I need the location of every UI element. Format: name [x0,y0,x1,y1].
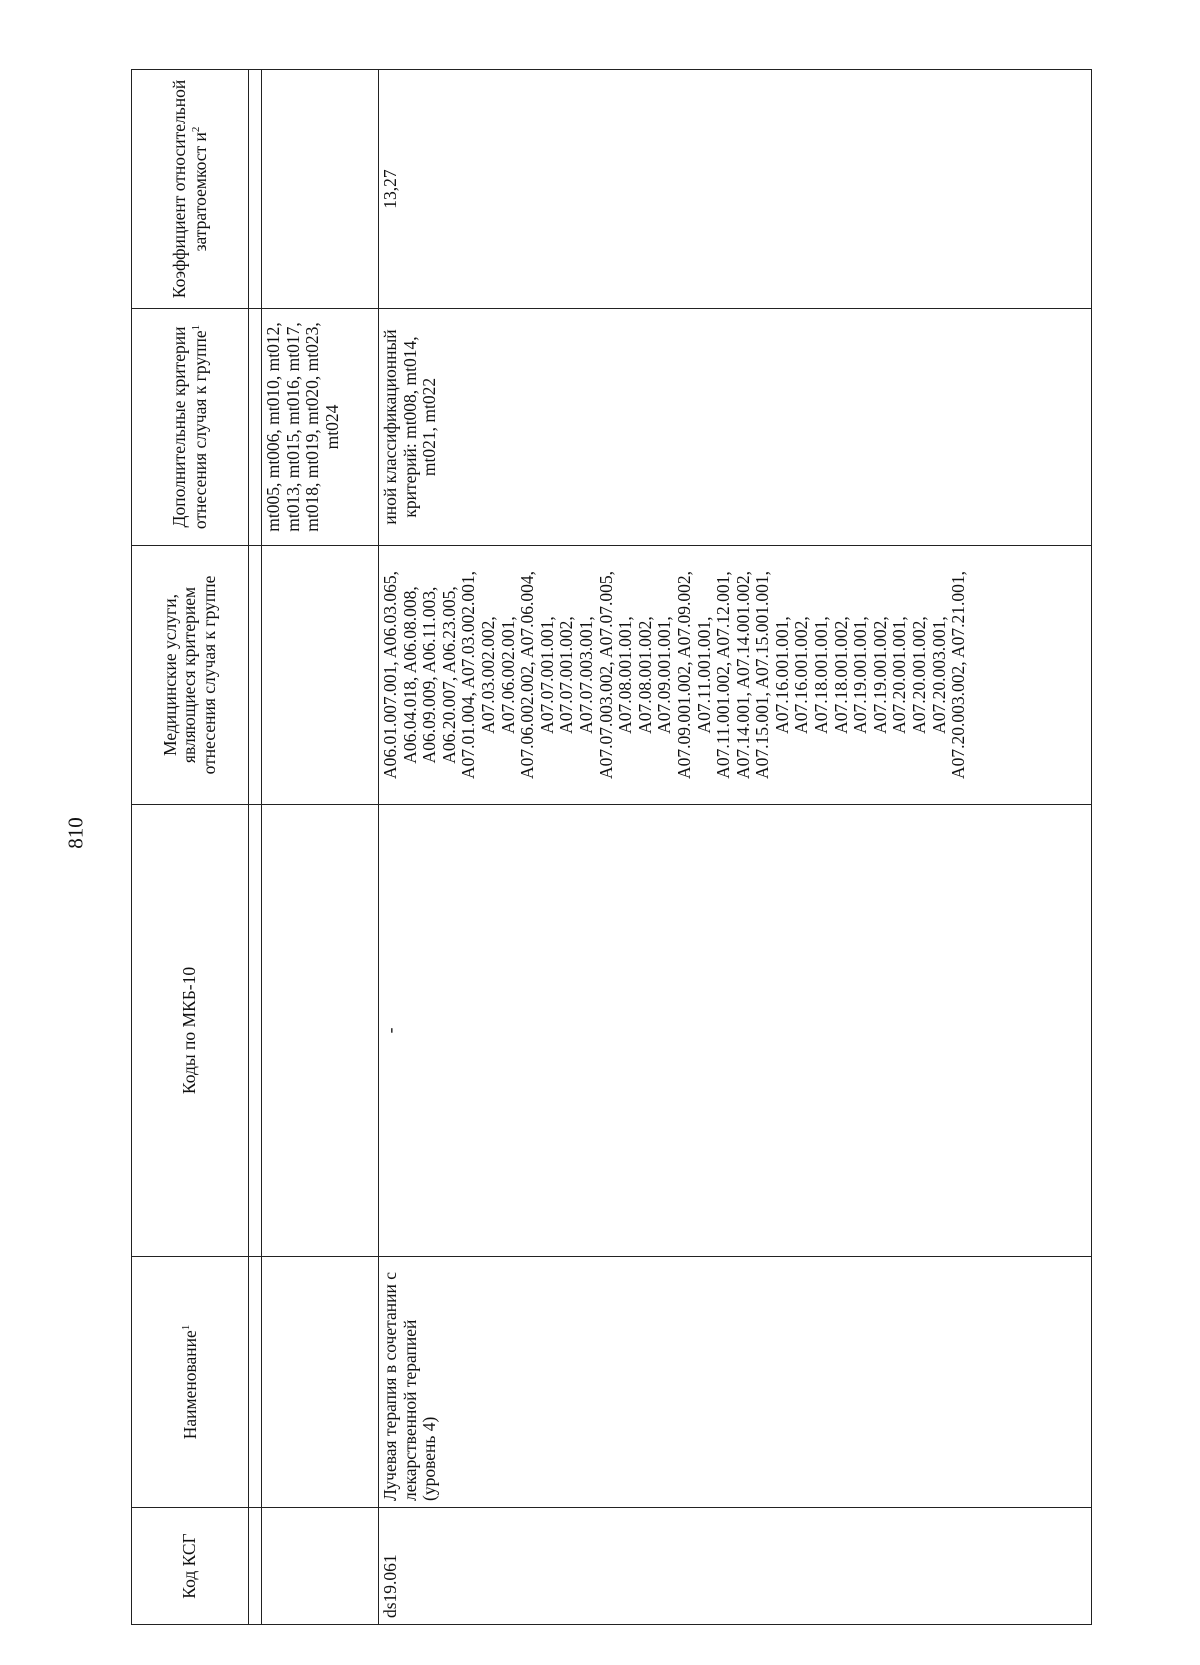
service-code-line: A07.07.001.001, [536,616,557,734]
service-code-line: A07.18.001.002, [830,616,851,734]
service-code-line: A07.16.001.002, [791,616,812,734]
service-code-line: A07.19.001.001, [850,616,871,734]
cont-criteria-cell: mt005, mt006, mt010, mt012, mt013, mt015, mt016, mt017, mt018, mt019, mt020, mt023, mt024 [262,309,379,546]
service-code-line: A07.08.001.001, [615,616,636,734]
service-code-line: A07.07.003.002, A07.07.005, [595,570,616,780]
service-code-line: A06.04.018, A06.08.008, [399,586,420,764]
header-criteria: Дополнительные критерии отнесения случая к группе$^1$ [132,309,249,546]
header-coef: Коэффициент относительной затратоемкост $и^2$ [132,70,249,309]
service-code-line: A07.03.002.002, [477,616,498,734]
header-row [132,70,249,1625]
header-code: Код КСГ [132,1508,249,1625]
service-code-line: A07.07.001.002, [556,616,577,734]
service-code-line: A07.06.002.002, A07.06.004, [517,570,538,780]
mkb-codes-cell: - [379,805,1092,1257]
service-code-line: A07.20.003.002, A07.21.001, [948,570,969,780]
header-services: Медицинские услуги, являющиеся критерием отнесения случая к группе [132,546,249,805]
services-cell [379,546,1092,805]
service-code-line: A07.14.001, A07.14.001.002, [732,570,753,780]
table-row [379,70,1092,1625]
service-code-line: A06.09.009, A06.11.003, [419,586,440,764]
cont-coef-cell [262,70,379,309]
page-number: 810 [63,817,88,849]
service-code-line: A07.09.001.001, [654,616,675,734]
service-code-line: A07.07.003.001, [575,616,596,734]
service-code-line: A07.06.002.001, [497,616,518,734]
service-code-line: A06.01.007.001, A06.03.065, [380,570,400,780]
service-code-line: A07.20.001.002, [909,616,930,734]
cont-services-cell [262,546,379,805]
service-code-line: A07.11.001.001, [693,616,714,734]
service-code-line: A07.01.004, A07.03.002.001, [458,570,479,780]
ksg-code-cell: ds19.061 [379,1508,1092,1625]
service-code-line: A07.18.001.001, [811,616,832,734]
continuation-row [262,70,379,1625]
service-code-line: A07.11.001.002, A07.12.001, [713,571,734,779]
service-code-line: A07.08.001.002, [634,616,655,734]
rotated-table-container [131,70,1131,1625]
spacer-row [249,70,262,1625]
cont-name-cell [262,1257,379,1508]
service-code-line: A07.09.001.002, A07.09.002, [673,570,694,780]
criteria-cell: иной классификационный критерий: mt008, mt014, mt021, mt022 [379,309,1092,546]
service-code-line: A07.20.001.001, [889,616,910,734]
service-code-line: A07.15.001, A07.15.001.001, [752,570,773,780]
service-code-line: A07.16.001.001, [771,616,792,734]
cont-code-cell [262,1508,379,1625]
services-list [381,552,969,798]
service-code-line: A06.20.007, A06.23.005, [438,586,459,764]
coef-cell: 13,27 [379,70,1092,309]
cont-mkb-cell [262,805,379,1257]
service-code-line: A07.20.003.001, [928,616,949,734]
ksg-name-cell: Лучевая терапия в сочетании с лекарственной терапией (уровень 4) [379,1257,1092,1508]
ksg-table [131,69,1092,1625]
header-name: Наименование$^1$ [132,1257,249,1508]
header-mkb: Коды по МКБ-10 [132,805,249,1257]
service-code-line: A07.19.001.002, [869,616,890,734]
